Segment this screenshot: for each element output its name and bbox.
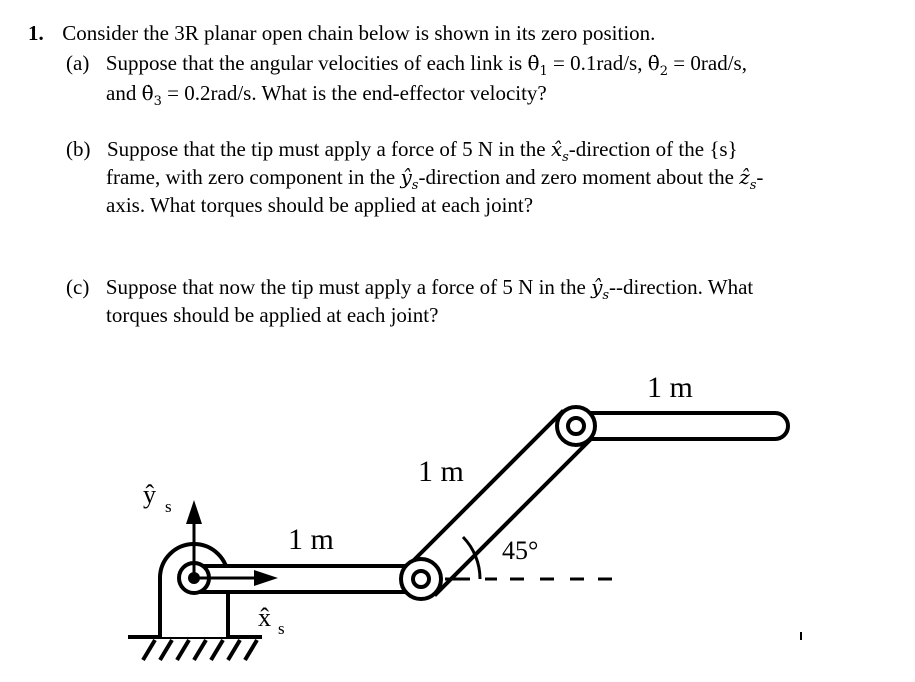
part-a-text-2: and [106, 81, 137, 105]
part-b-text-2: frame, with zero component in the [106, 165, 396, 189]
problem-number: 1. [28, 21, 44, 45]
ys-subscript: s [411, 178, 419, 194]
link-2-length-label: 1 m [418, 455, 464, 488]
ground [128, 637, 262, 660]
link-3-length-label: 1 m [647, 371, 693, 404]
part-b-text-2-mid: -direction and zero moment about the [418, 165, 734, 189]
theta3-subscript: 3 [153, 94, 162, 110]
ys-axis-label: ŷ [143, 480, 156, 509]
part-a-label: (a) [66, 51, 90, 75]
part-c-label: (c) [66, 275, 90, 299]
zs-hat-symbol: ẑ [739, 165, 750, 189]
joint-2 [401, 559, 441, 599]
xs-subscript: s [562, 150, 569, 166]
ys-hat-symbol: ŷ [400, 165, 412, 189]
ys-subscript-c: s [602, 288, 610, 304]
part-b-text-1: Suppose that the tip must apply a force of 5 N in the [107, 137, 546, 161]
link-3 [578, 413, 788, 439]
theta2-dot-symbol: θ̇ [647, 51, 660, 75]
part-b-text-1-post: -direction of the {s} [568, 137, 738, 161]
part-c-text-1-post: --direction. What [609, 275, 754, 299]
theta2-value: = 0rad/s, [673, 51, 747, 75]
part-c-text-2: torques should be applied at each joint? [106, 303, 439, 327]
problem-intro: Consider the 3R planar open chain below is shown in its zero position. [62, 21, 656, 45]
theta3-value: = 0.2rad/s. What is the end-effector velocity? [167, 81, 547, 105]
ys-axis-subscript: s [165, 497, 172, 516]
joint-3 [557, 407, 595, 445]
theta1-dot-symbol: θ̇ [527, 51, 540, 75]
part-b-label: (b) [66, 137, 91, 161]
angle-label: 45° [502, 536, 539, 565]
theta1-value: = 0.1rad/s, [553, 51, 643, 75]
xs-axis-label: x̂ [258, 603, 271, 632]
part-b-text-3: axis. What torques should be applied at each joint? [106, 193, 534, 217]
part-b-text-2-post: - [756, 165, 764, 189]
theta3-dot-symbol: θ̇ [141, 81, 154, 105]
zs-subscript: s [749, 178, 757, 194]
part-a-text-1: Suppose that the angular velocities of each link is [105, 51, 523, 75]
ys-hat-symbol-c: ŷ [591, 275, 603, 299]
xs-hat-symbol: x̂ [550, 137, 563, 161]
link-1-length-label: 1 m [288, 523, 334, 556]
theta1-subscript: 1 [539, 64, 548, 80]
theta2-subscript: 2 [659, 64, 669, 80]
xs-axis-subscript: s [278, 619, 285, 638]
part-c-text-1: Suppose that now the tip must apply a force of 5 N in the [105, 275, 586, 299]
